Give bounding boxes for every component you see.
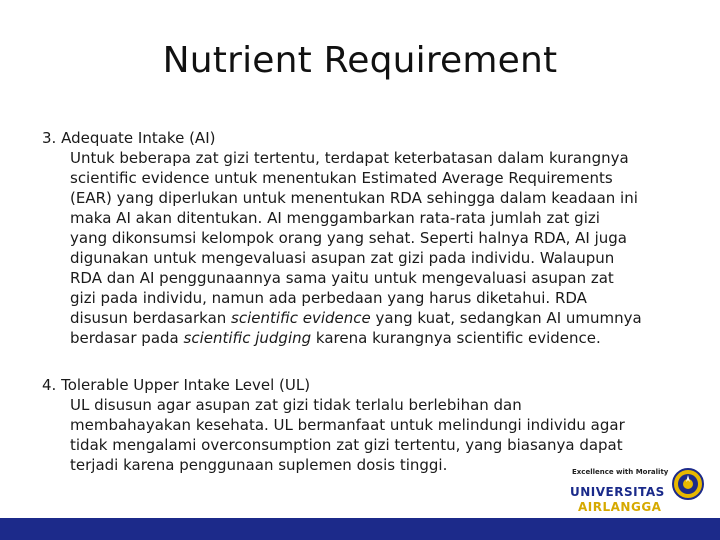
body-line: tidak mengalami overconsumption zat gizi tertentu, yang biasanya dapat — [70, 436, 623, 454]
body-line: Untuk beberapa zat gizi tertentu, terdapat keterbatasan dalam kurangnya — [70, 149, 629, 167]
italic-term: scientific judging — [183, 329, 312, 347]
body-line: gizi pada individu, namun ada perbedaan yang harus diketahui. RDA — [70, 289, 587, 307]
logo-tagline: Excellence with Morality — [572, 468, 669, 476]
text-run: karena kurangnya scientific evidence. — [311, 329, 601, 347]
text-run: berdasar pada — [70, 329, 184, 347]
body-line: yang dikonsumsi kelompok orang yang sehat. Seperti halnya RDA, AI juga — [70, 229, 627, 247]
university-seal-icon — [672, 468, 704, 500]
italic-term: scientific evidence — [231, 309, 371, 327]
section-upper-intake-level — [42, 375, 692, 475]
body-line — [70, 308, 695, 328]
logo-name-line2: AIRLANGGA — [578, 500, 662, 514]
section-body — [70, 148, 695, 348]
body-line: maka AI akan ditentukan. AI menggambarkan rata-rata jumlah zat gizi — [70, 209, 600, 227]
logo-name-line1: UNIVERSITAS — [570, 485, 665, 499]
body-line: membahayakan kesehata. UL bermanfaat untuk melindungi individu agar — [70, 416, 625, 434]
body-line: UL disusun agar asupan zat gizi tidak terlalu berlebihan dan — [70, 396, 522, 414]
body-line: terjadi karena penggunaan suplemen dosis tinggi. — [70, 456, 448, 474]
section-heading: 3. Adequate Intake (AI) — [42, 129, 216, 147]
text-run: disusun berdasarkan — [70, 309, 232, 327]
body-line — [70, 328, 695, 348]
body-line: (EAR) yang diperlukan untuk menentukan RDA sehingga dalam keadaan ini — [70, 189, 638, 207]
slide-title: Nutrient Requirement — [162, 40, 558, 81]
body-line: RDA dan AI penggunaannya sama yaitu untuk mengevaluasi asupan zat — [70, 269, 614, 287]
section-adequate-intake — [42, 128, 692, 348]
section-body — [70, 395, 695, 475]
body-line: digunakan untuk mengevaluasi asupan zat gizi pada individu. Walaupun — [70, 249, 615, 267]
footer-bar — [0, 518, 720, 540]
text-run: yang kuat, sedangkan AI umumnya — [370, 309, 642, 327]
body-line: scientific evidence untuk menentukan Estimated Average Requirements — [70, 169, 613, 187]
section-heading: 4. Tolerable Upper Intake Level (UL) — [42, 376, 311, 394]
